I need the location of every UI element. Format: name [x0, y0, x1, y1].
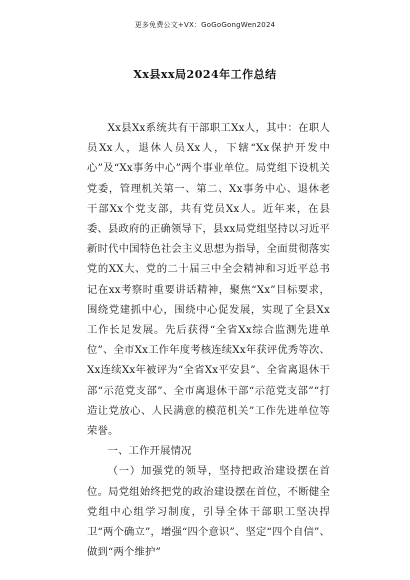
section-heading: 一、工作开展情况	[107, 445, 192, 458]
intro-paragraph: Xx县Xx系统共有干部职工Xx人，其中：在职人员Xx人，退休人员Xx人，下辖“Xx保护开发中心”及“Xx事务中心”两个事业单位。局党组下设机关党委，管理机关第一、第二、Xx事务中心、退休老干部Xx个党支部，共有党员Xx人。近年来，在县委、县政府的正确领导下，县xx局党组坚持以习近平新时代中国特色社会主义思想为指导，全面贯彻落实党的XX大、党的二十届三中全会精神和习近平总书记在xx考察时重要讲话精神，聚焦“Xx”目标要求，围绕党建抓中心，围绕中心促发展，实现了全县Xx工作长足发展。先后获得“全省Xx综合监测先进单位”、全市Xx工作年度考核连续Xx年获评优秀等次、Xx连续Xx年被评为“全省Xx平安县”、全省离退休干部“示范党支部”、全市离退休干部“示范党支部”“打造让党放心、人民满意的模范机关”工作先进单位等荣誉。	[87, 122, 330, 438]
subsection-paragraph: （一）加强党的领导，坚持把政治建设摆在首位。局党组始终把党的政治建设摆在首位，不断健全党组中心组学习制度，引导全体干部职工坚决捍卫“两个确立”，增强“四个意识”、坚定“四个自信”、做到“两个维护”	[87, 465, 330, 559]
document-body	[87, 118, 330, 562]
document-title: Xx县xx局2024年工作总结	[133, 68, 277, 81]
header-note: 更多免费公文+VX：GoGoGongWen2024	[134, 21, 276, 29]
